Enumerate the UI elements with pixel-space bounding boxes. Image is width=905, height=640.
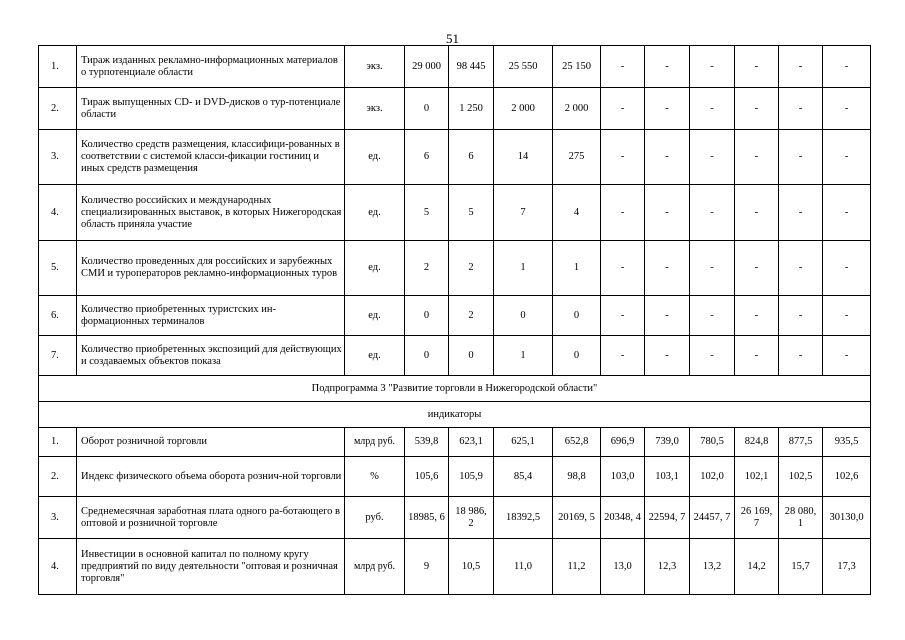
value-cell: - xyxy=(645,296,690,336)
value-cell: 20348, 4 xyxy=(601,497,645,539)
value-cell: 15,7 xyxy=(779,539,823,595)
value-cell: 4 xyxy=(553,185,601,241)
value-cell: 696,9 xyxy=(601,428,645,457)
value-cell: - xyxy=(645,130,690,185)
value-cell: - xyxy=(779,241,823,296)
value-cell: 102,0 xyxy=(690,457,735,497)
subprogram-title: Подпрограмма 3 "Развитие торговли в Нижегородской области" xyxy=(39,376,871,402)
value-cell: 24457, 7 xyxy=(690,497,735,539)
unit-cell: ед. xyxy=(345,296,405,336)
value-cell: 6 xyxy=(449,130,494,185)
indicator-name: Оборот розничной торговли xyxy=(77,428,345,457)
row-number: 5. xyxy=(39,241,77,296)
value-cell: - xyxy=(601,241,645,296)
value-cell: - xyxy=(601,46,645,88)
value-cell: - xyxy=(735,185,779,241)
row-number: 3. xyxy=(39,130,77,185)
value-cell: - xyxy=(779,296,823,336)
value-cell: 0 xyxy=(405,88,449,130)
value-cell: - xyxy=(823,130,871,185)
value-cell: 0 xyxy=(553,336,601,376)
row-number: 6. xyxy=(39,296,77,336)
value-cell: 14,2 xyxy=(735,539,779,595)
value-cell: 0 xyxy=(494,296,553,336)
value-cell: - xyxy=(690,241,735,296)
value-cell: 2 xyxy=(405,241,449,296)
value-cell: 28 080, 1 xyxy=(779,497,823,539)
value-cell: 105,9 xyxy=(449,457,494,497)
unit-cell: ед. xyxy=(345,130,405,185)
value-cell: 85,4 xyxy=(494,457,553,497)
value-cell: - xyxy=(779,130,823,185)
value-cell: 625,1 xyxy=(494,428,553,457)
value-cell: 103,1 xyxy=(645,457,690,497)
value-cell: - xyxy=(690,296,735,336)
value-cell: - xyxy=(690,46,735,88)
value-cell: - xyxy=(645,241,690,296)
value-cell: - xyxy=(735,88,779,130)
unit-cell: ед. xyxy=(345,185,405,241)
table-row xyxy=(39,457,871,497)
value-cell: - xyxy=(645,88,690,130)
value-cell: - xyxy=(823,46,871,88)
value-cell: 103,0 xyxy=(601,457,645,497)
value-cell: 18 986, 2 xyxy=(449,497,494,539)
value-cell: 22594, 7 xyxy=(645,497,690,539)
row-number: 2. xyxy=(39,88,77,130)
value-cell: 1 250 xyxy=(449,88,494,130)
indicator-name: Инвестиции в основной капитал по полному кругу предприятий по виду деятельности "оптовая и розничная торговля" xyxy=(77,539,345,595)
value-cell: 20169, 5 xyxy=(553,497,601,539)
value-cell: - xyxy=(601,336,645,376)
value-cell: 102,5 xyxy=(779,457,823,497)
unit-cell: ед. xyxy=(345,336,405,376)
value-cell: 14 xyxy=(494,130,553,185)
indicator-name: Количество проведенных для российских и зарубежных СМИ и туроператоров рекламно-информационных туров xyxy=(77,241,345,296)
value-cell: 780,5 xyxy=(690,428,735,457)
value-cell: 623,1 xyxy=(449,428,494,457)
table-row xyxy=(39,428,871,457)
row-number: 4. xyxy=(39,185,77,241)
value-cell: 17,3 xyxy=(823,539,871,595)
value-cell: 29 000 xyxy=(405,46,449,88)
value-cell: 11,0 xyxy=(494,539,553,595)
value-cell: - xyxy=(779,46,823,88)
value-cell: 25 550 xyxy=(494,46,553,88)
row-number: 2. xyxy=(39,457,77,497)
indicator-name: Количество российских и международных специализированных выставок, в которых Нижегородская область приняла участие xyxy=(77,185,345,241)
table-row xyxy=(39,241,871,296)
value-cell: 877,5 xyxy=(779,428,823,457)
value-cell: 102,6 xyxy=(823,457,871,497)
indicator-name: Количество приобретенных экспозиций для действующих и создаваемых объектов показа xyxy=(77,336,345,376)
value-cell: - xyxy=(645,185,690,241)
value-cell: - xyxy=(690,185,735,241)
row-number: 7. xyxy=(39,336,77,376)
value-cell: 2 xyxy=(449,296,494,336)
indicators-table xyxy=(38,45,871,595)
unit-cell: % xyxy=(345,457,405,497)
value-cell: - xyxy=(735,46,779,88)
value-cell: 0 xyxy=(449,336,494,376)
value-cell: 652,8 xyxy=(553,428,601,457)
value-cell: - xyxy=(779,336,823,376)
value-cell: 2 000 xyxy=(494,88,553,130)
value-cell: 10,5 xyxy=(449,539,494,595)
unit-cell: руб. xyxy=(345,497,405,539)
value-cell: 7 xyxy=(494,185,553,241)
value-cell: - xyxy=(735,130,779,185)
value-cell: - xyxy=(690,88,735,130)
value-cell: 275 xyxy=(553,130,601,185)
value-cell: - xyxy=(779,185,823,241)
value-cell: - xyxy=(823,296,871,336)
value-cell: 539,8 xyxy=(405,428,449,457)
value-cell: - xyxy=(690,336,735,376)
value-cell: 13,0 xyxy=(601,539,645,595)
value-cell: 5 xyxy=(449,185,494,241)
subprogram-row xyxy=(39,376,871,402)
page-number: 51 xyxy=(446,31,459,46)
value-cell: 2 000 xyxy=(553,88,601,130)
table-row xyxy=(39,88,871,130)
value-cell: 2 xyxy=(449,241,494,296)
table-row xyxy=(39,296,871,336)
indicator-name: Индекс физического объема оборота рознич-ной торговли xyxy=(77,457,345,497)
value-cell: 26 169, 7 xyxy=(735,497,779,539)
indicators-header-row xyxy=(39,402,871,428)
indicator-name: Тираж выпущенных CD- и DVD-дисков о тур-потенциале области xyxy=(77,88,345,130)
unit-cell: экз. xyxy=(345,46,405,88)
value-cell: - xyxy=(735,336,779,376)
table-row xyxy=(39,185,871,241)
value-cell: 98 445 xyxy=(449,46,494,88)
value-cell: 5 xyxy=(405,185,449,241)
value-cell: - xyxy=(735,241,779,296)
value-cell: - xyxy=(690,130,735,185)
value-cell: - xyxy=(601,130,645,185)
indicator-name: Количество приобретенных туристских ин-формационных терминалов xyxy=(77,296,345,336)
indicator-name: Среднемесячная заработная плата одного ра-ботающего в оптовой и розничной торговле xyxy=(77,497,345,539)
table-row xyxy=(39,130,871,185)
indicator-name: Количество средств размещения, классифици-рованных в соответствии с системой класси-фикации гостиниц и иных средств размещения xyxy=(77,130,345,185)
value-cell: 824,8 xyxy=(735,428,779,457)
value-cell: 739,0 xyxy=(645,428,690,457)
value-cell: 18985, 6 xyxy=(405,497,449,539)
value-cell: - xyxy=(645,336,690,376)
value-cell: 0 xyxy=(405,336,449,376)
row-number: 1. xyxy=(39,428,77,457)
row-number: 4. xyxy=(39,539,77,595)
value-cell: 0 xyxy=(553,296,601,336)
value-cell: - xyxy=(645,46,690,88)
value-cell: 1 xyxy=(494,241,553,296)
table-row xyxy=(39,46,871,88)
value-cell: 102,1 xyxy=(735,457,779,497)
value-cell: 98,8 xyxy=(553,457,601,497)
value-cell: 1 xyxy=(494,336,553,376)
value-cell: - xyxy=(779,88,823,130)
value-cell: 18392,5 xyxy=(494,497,553,539)
value-cell: - xyxy=(601,185,645,241)
value-cell: 25 150 xyxy=(553,46,601,88)
value-cell: 11,2 xyxy=(553,539,601,595)
value-cell: 1 xyxy=(553,241,601,296)
value-cell: 9 xyxy=(405,539,449,595)
value-cell: - xyxy=(735,296,779,336)
value-cell: - xyxy=(601,88,645,130)
table-row xyxy=(39,539,871,595)
table-row xyxy=(39,497,871,539)
indicators-label: индикаторы xyxy=(39,402,871,428)
value-cell: - xyxy=(823,88,871,130)
indicator-name: Тираж изданных рекламно-информационных материалов о турпотенциале области xyxy=(77,46,345,88)
unit-cell: млрд руб. xyxy=(345,539,405,595)
value-cell: - xyxy=(823,241,871,296)
value-cell: - xyxy=(823,336,871,376)
table-row xyxy=(39,336,871,376)
value-cell: 13,2 xyxy=(690,539,735,595)
unit-cell: экз. xyxy=(345,88,405,130)
value-cell: - xyxy=(823,185,871,241)
value-cell: - xyxy=(601,296,645,336)
row-number: 1. xyxy=(39,46,77,88)
value-cell: 12,3 xyxy=(645,539,690,595)
unit-cell: млрд руб. xyxy=(345,428,405,457)
value-cell: 105,6 xyxy=(405,457,449,497)
value-cell: 935,5 xyxy=(823,428,871,457)
value-cell: 6 xyxy=(405,130,449,185)
row-number: 3. xyxy=(39,497,77,539)
unit-cell: ед. xyxy=(345,241,405,296)
value-cell: 30130,0 xyxy=(823,497,871,539)
value-cell: 0 xyxy=(405,296,449,336)
